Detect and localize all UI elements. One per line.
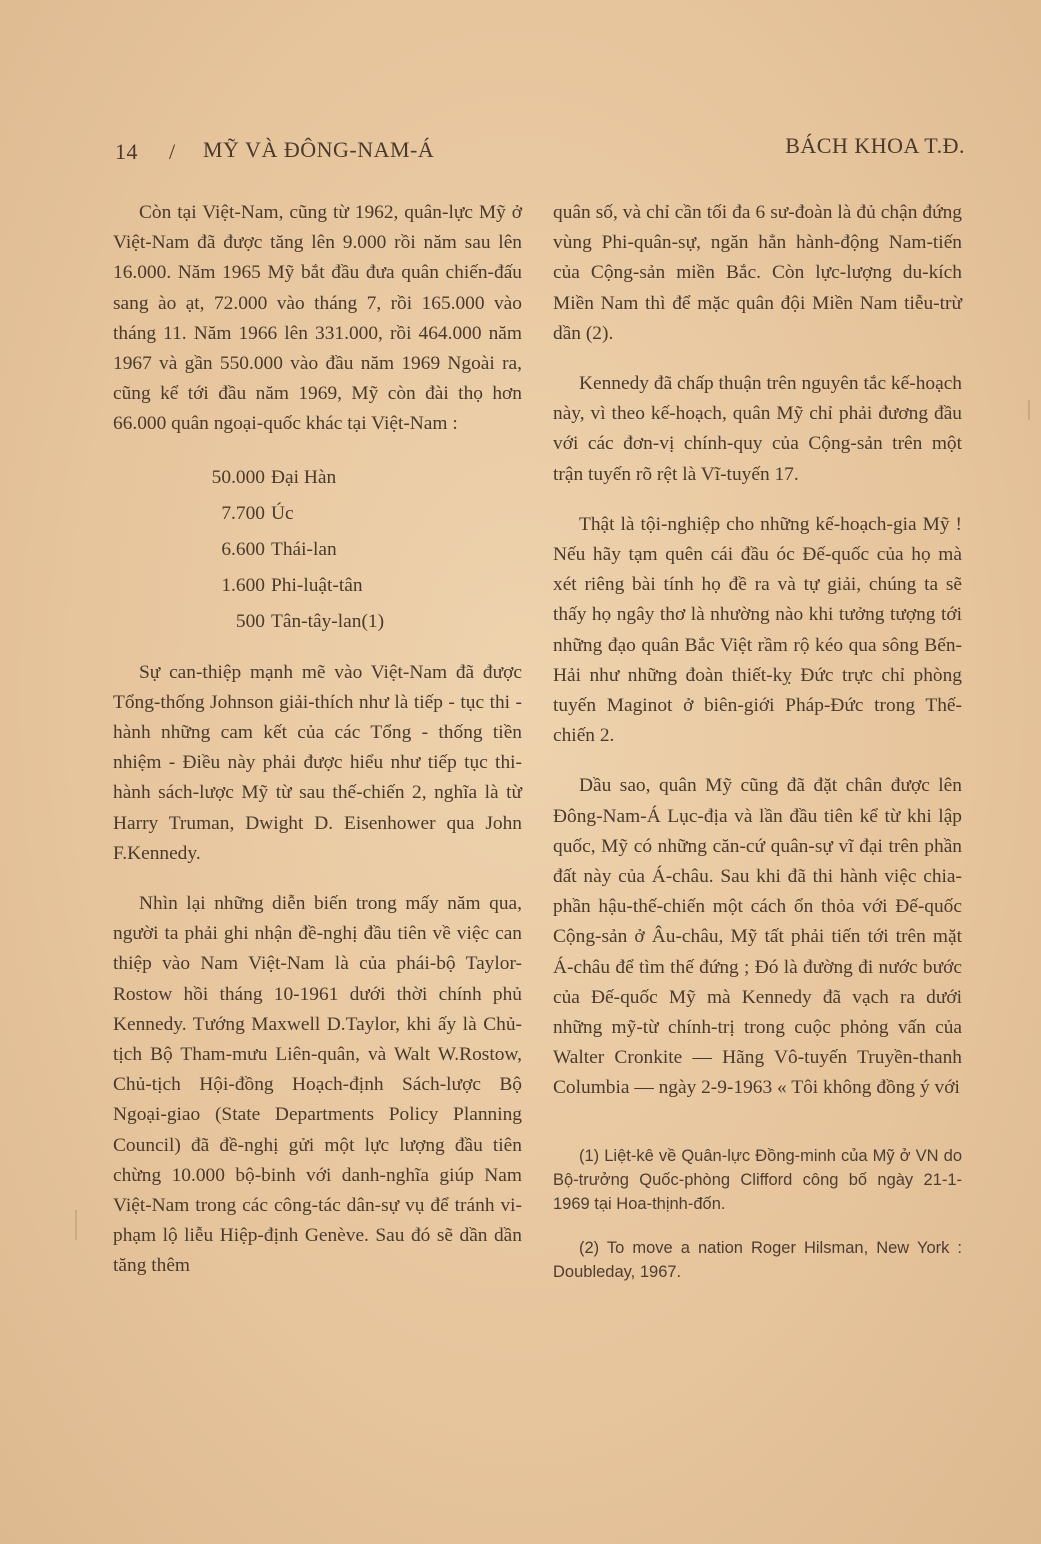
troop-country: Thái-lan: [271, 538, 337, 560]
troop-row: [113, 604, 522, 640]
paragraph: Thật là tội-nghiệp cho những kế-hoạch-gia Mỹ ! Nếu hãy tạm quên cái đầu óc Đế-quốc của họ mà xét riêng bài tính họ đề ra và tự giải, chúng ta sẽ thấy họ ngây thơ là nhường nào khi tưởng tượng tới những đạo quân Bắc Việt rầm rộ kéo qua sông Bến-Hải như những đoàn thiết-kỵ Đức trực chỉ phòng tuyến Maginot ở biên-giới Pháp-Đức trong Thế-chiến 2.: [553, 513, 962, 747]
paragraph: Nhìn lại những diễn biến trong mấy năm qua, người ta phải ghi nhận đề-nghị đầu tiên về việc can thiệp vào Nam Việt-Nam là của phái-bộ Taylor-Rostow hồi tháng 10-1961 dưới thời chính phủ Kennedy. Tướng Maxwell D.Taylor, khi ấy là Chủ-tịch Bộ Tham-mưu Liên-quân, và Walt W.Rostow, Chủ-tịch Hội-đồng Hoạch-định Sách-lược Bộ Ngoại-giao (State Departments Policy Planning Council) đã đề-nghị gửi một lực lượng đầu tiên chừng 10.000 bộ-binh với danh-nghĩa giúp Nam Việt-Nam trong các công-tác dân-sự vụ để tránh vi-phạm lộ liễu Hiệp-định Genève. Sau đó sẽ dần dần tăng thêm: [113, 893, 522, 1277]
troop-country: Phi-luật-tân: [271, 574, 363, 596]
margin-mark: [1028, 400, 1030, 420]
header-separator: /: [169, 139, 176, 164]
right-column: [553, 198, 962, 1304]
troop-country: Đại Hàn: [271, 466, 337, 488]
footnote-spacer: [553, 1124, 962, 1144]
troop-country: Úc: [271, 502, 294, 524]
magazine-title: BÁCH KHOA T.Đ.: [785, 133, 965, 158]
paragraph: Còn tại Việt-Nam, cũng từ 1962, quân-lực Mỹ ở Việt-Nam đã được tăng lên 9.000 rồi năm sau lên 16.000. Năm 1965 Mỹ bắt đầu đưa quân chiến-đấu sang ào ạt, 72.000 vào tháng 7, rồi 165.000 vào tháng 11. Năm 1966 lên 331.000, rồi 464.000 năm 1967 và gần 550.000 vào đầu năm 1969 Ngoài ra, cũng kể tới đầu năm 1969, Mỹ còn đài thọ hơn 66.000 quân ngoại-quốc khác tại Việt-Nam :: [113, 202, 522, 435]
troop-row: [113, 460, 522, 496]
troop-list: [113, 460, 522, 640]
troop-count: 500: [235, 610, 265, 632]
paragraph: Dầu sao, quân Mỹ cũng đã đặt chân được lên Đông-Nam-Á Lục-địa và lần đầu tiên kể từ khi lập quốc, Mỹ có những căn-cứ quân-sự vĩ đại trên phần đất này của Á-châu. Sau khi đã thi hành việc chia-phần hậu-thế-chiến một cách ổn thỏa với Đế-quốc Cộng-sản ở Âu-châu, Mỹ tất phải tiến tới trên mặt Á-châu để tìm thế đứng ; Đó là đường đi nước bước của Đế-quốc Mỹ mà Kennedy đã vạch ra dưới những mỹ-từ chính-trị trong cuộc phỏng vấn của Walter Cronkite — Hãng Vô-tuyến Truyền-thanh Columbia — ngày 2-9-1963 « Tôi không đồng ý với: [553, 775, 962, 1099]
running-header: [115, 133, 965, 167]
troop-row: [113, 568, 522, 604]
troop-count: 50.000: [211, 466, 265, 488]
footnote: (1) Liệt-kê về Quân-lực Đồng-minh của Mỹ ở VN do Bộ-trưởng Quốc-phòng Clifford công bố ngày 21-1-1969 tại Hoa-thịnh-đốn.: [553, 1146, 962, 1213]
paragraph: quân số, và chỉ cần tối đa 6 sư-đoàn là đủ chận đứng vùng Phi-quân-sự, ngăn hẳn hành-động Nam-tiến của Cộng-sản miền Bắc. Còn lực-lượng du-kích Miền Nam thì để mặc quân đội Miền Nam tiễu-trừ dần (2).: [553, 202, 962, 344]
margin-mark: [75, 1210, 77, 1240]
page-number: 14: [115, 139, 138, 164]
footnote: (2) To move a nation Roger Hilsman, New York : Doubleday, 1967.: [553, 1238, 962, 1281]
troop-row: [113, 532, 522, 568]
troop-country: Tân-tây-lan(1): [271, 610, 385, 632]
troop-count: 7.700: [221, 502, 265, 524]
troop-row: [113, 496, 522, 532]
paragraph: Kennedy đã chấp thuận trên nguyên tắc kế-hoạch này, vì theo kế-hoạch, quân Mỹ chỉ phải đương đầu với các đơn-vị chính-quy của Cộng-sản trên một trận tuyến rõ rệt là Vĩ-tuyến 17.: [553, 373, 962, 485]
paragraph: Sự can-thiệp mạnh mẽ vào Việt-Nam đã được Tổng-thống Johnson giải-thích như là tiếp - tục thi - hành những cam kết của các Tổng - thống tiền nhiệm - Điều này phải được hiểu như tiếp tục thi-hành sách-lược Mỹ từ sau thế-chiến 2, nghĩa là từ Harry Truman, Dwight D. Eisenhower qua John F.Kennedy.: [113, 661, 522, 864]
troop-count: 6.600: [221, 538, 265, 560]
section-title: MỸ VÀ ĐÔNG-NAM-Á: [203, 137, 435, 162]
left-column: [113, 198, 522, 1302]
troop-count: 1.600: [221, 574, 265, 596]
